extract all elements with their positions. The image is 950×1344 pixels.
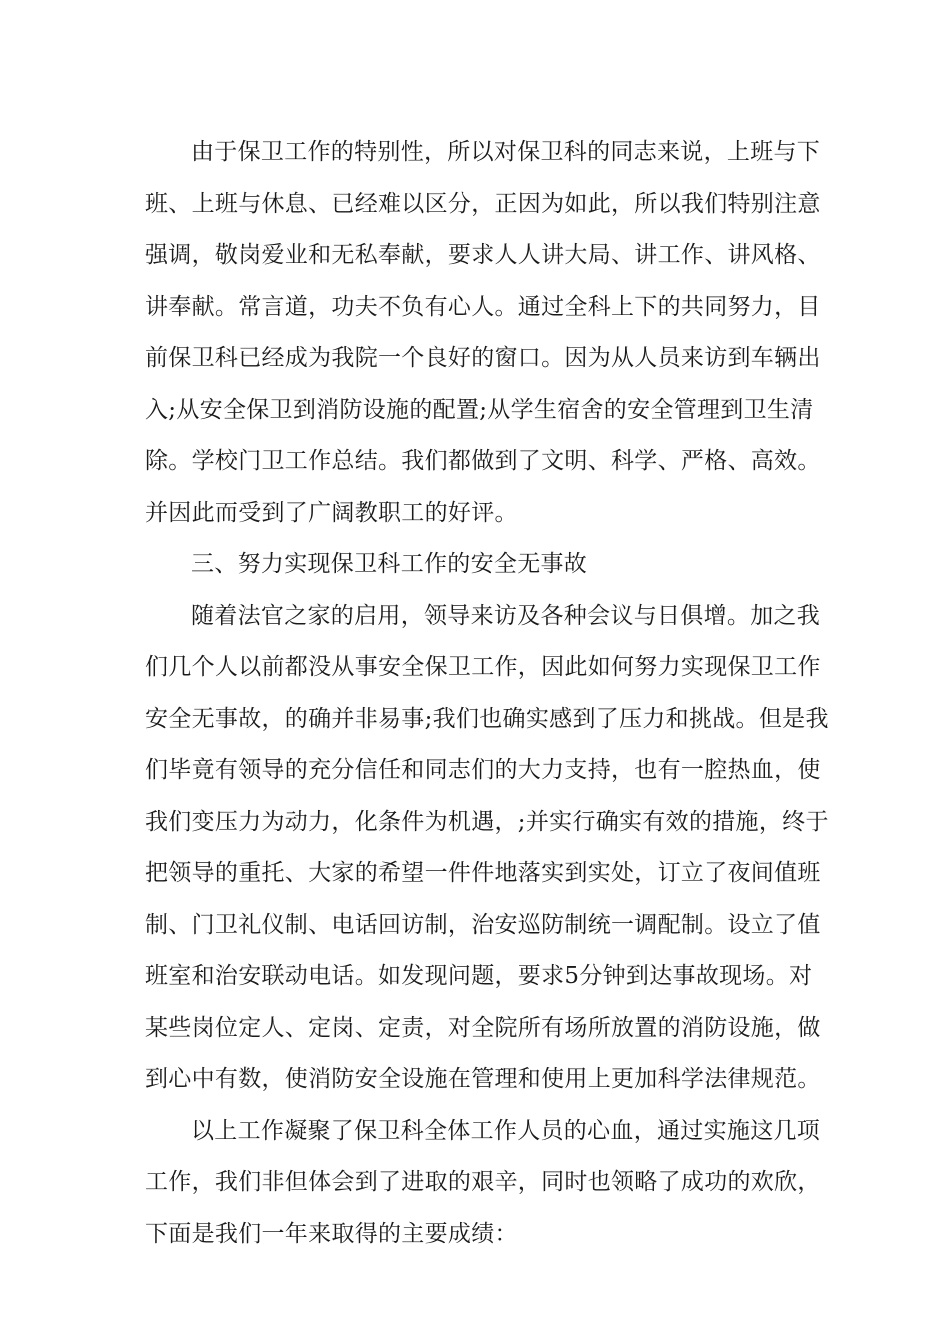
paragraph-line: 除。学校门卫工作总结。我们都做到了文明、科学、严格、高效。: [145, 448, 821, 474]
paragraph-line: 入;从安全保卫到消防设施的配置;从学生宿舍的安全管理到卫生清: [145, 396, 814, 423]
paragraph-line: 随着法官之家的启用，领导来访及各种会议与日俱增。加之我: [191, 602, 821, 629]
paragraph-line: 强调，敬岗爱业和无私奉献，要求人人讲大局、讲工作、讲风格、: [145, 242, 821, 268]
paragraph-line: 制、门卫礼仪制、电话回访制，治安巡防制统一调配制。设立了值: [145, 911, 821, 938]
paragraph-line: 前保卫科已经成为我院一个良好的窗口。因为从人员来访到车辆出: [145, 345, 821, 371]
paragraph-line: 班、上班与休息、已经难以区分，正因为如此，所以我们特别注意: [145, 190, 821, 217]
paragraph-2: [145, 591, 829, 1106]
paragraph-line: 到心中有数，使消防安全设施在管理和使用上更加科学法律规范。: [145, 1066, 821, 1092]
section-heading: 三、努力实现保卫科工作的安全无事故: [191, 551, 588, 577]
paragraph-line: 把领导的重托、大家的希望一件件地落实到实处，订立了夜间值班: [145, 860, 821, 886]
document-body: [145, 127, 829, 1260]
paragraph-line: 某些岗位定人、定岗、定责，对全院所有场所放置的消防设施，做: [145, 1014, 821, 1041]
paragraph-line: 并因此而受到了广阔教职工的好评。: [145, 499, 518, 526]
paragraph-line: 工作，我们非但体会到了进取的艰辛，同时也领略了成功的欢欣，: [145, 1169, 821, 1195]
paragraph-line: 讲奉献。常言道，功夫不负有心人。通过全科上下的共同努力，目: [145, 293, 821, 320]
paragraph-line: 由于保卫工作的特别性，所以对保卫科的同志来说，上班与下: [191, 139, 821, 165]
paragraph-line: 们毕竟有领导的充分信任和同志们的大力支持，也有一腔热血，使: [145, 757, 821, 783]
paragraph-line: 安全无事故，的确并非易事;我们也确实感到了压力和挑战。但是我: [145, 705, 829, 732]
paragraph-line: 班室和治安联动电话。如发现问题，要求5分钟到达事故现场。对: [145, 963, 813, 989]
paragraph-3: [145, 1106, 821, 1261]
paragraph-line: 下面是我们一年来取得的主要成绩：: [145, 1220, 518, 1247]
paragraph-line: 们几个人以前都没从事安全保卫工作，因此如何努力实现保卫工作: [145, 654, 821, 680]
paragraph-line: 以上工作凝聚了保卫科全体工作人员的心血，通过实施这几项: [191, 1117, 821, 1144]
paragraph-line: 我们变压力为动力，化条件为机遇，;并实行确实有效的措施，终于: [145, 808, 829, 835]
paragraph-1: [145, 127, 821, 539]
